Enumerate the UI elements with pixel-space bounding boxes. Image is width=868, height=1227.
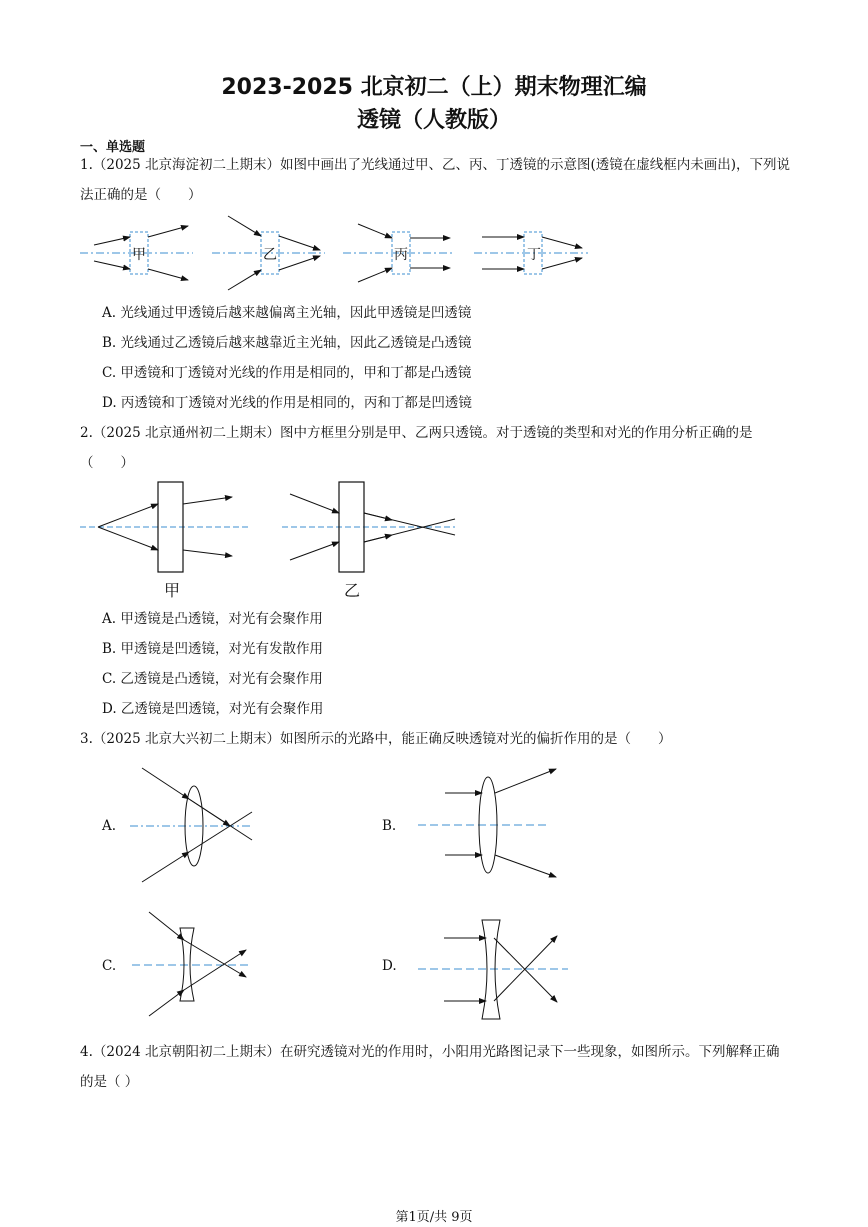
question-1-stem: 1.（2025 北京海淀初二上期末）如图中画出了光线通过甲、乙、丙、丁透镜的示意图(透镜在虚线框内未画出)，下列说法正确的是（ ） xyxy=(80,157,791,203)
q1-option-c: C. 甲透镜和丁透镜对光线的作用是相同的，甲和丁都是凸透镜 xyxy=(102,365,472,381)
q1-label-yi: 乙 xyxy=(263,247,277,263)
q3-figure-a xyxy=(130,768,252,882)
q3-figure-d xyxy=(418,920,568,1019)
q3-figure-b xyxy=(418,769,556,877)
document-subtitle: 透镜（人教版） xyxy=(356,108,511,133)
q2-label-jia: 甲 xyxy=(164,581,181,600)
q1-option-a: A. 光线通过甲透镜后越来越偏离主光轴，因此甲透镜是凹透镜 xyxy=(102,305,472,321)
q1-label-ding: 丁 xyxy=(527,247,541,263)
q2-option-a: A. 甲透镜是凸透镜，对光有会聚作用 xyxy=(102,611,323,627)
q2-option-b: B. 甲透镜是凹透镜，对光有发散作用 xyxy=(102,641,324,657)
q1-option-d: D. 丙透镜和丁透镜对光线的作用是相同的，丙和丁都是凹透镜 xyxy=(102,395,472,411)
q3-label-b: B. xyxy=(382,818,397,834)
question-3-stem: 3.（2025 北京大兴初二上期末）如图所示的光路中，能正确反映透镜对光的偏折作用的是（ ） xyxy=(80,731,672,747)
q1-label-jia: 甲 xyxy=(132,247,146,263)
q3-label-a: A. xyxy=(102,818,117,834)
document-title: 2023-2025 北京初二（上）期末物理汇编 xyxy=(221,75,647,100)
q2-figure-yi xyxy=(282,482,455,572)
page-footer: 第1页/共 9页 xyxy=(395,1210,473,1225)
question-4-stem: 4.（2024 北京朝阳初二上期末）在研究透镜对光的作用时，小阳用光路图记录下一些现象，如图所示。下列解释正确的是（ ） xyxy=(80,1044,780,1090)
section-heading: 一、单选题 xyxy=(80,140,146,155)
q2-option-d: D. 乙透镜是凹透镜，对光有会聚作用 xyxy=(102,701,324,717)
q3-figure-c xyxy=(132,912,250,1016)
q3-label-d: D. xyxy=(382,958,397,974)
q1-label-bing: 丙 xyxy=(394,247,408,263)
q2-option-c: C. 乙透镜是凸透镜，对光有会聚作用 xyxy=(102,671,323,687)
question-2-stem: 2.（2025 北京通州初二上期末）图中方框里分别是甲、乙两只透镜。对于透镜的类型和对光的作用分析正确的是（ ） xyxy=(80,425,753,471)
q2-figure-jia xyxy=(80,482,250,572)
q3-label-c: C. xyxy=(102,958,117,974)
q1-option-b: B. 光线通过乙透镜后越来越靠近主光轴，因此乙透镜是凸透镜 xyxy=(102,335,472,351)
q2-label-yi: 乙 xyxy=(344,581,361,600)
